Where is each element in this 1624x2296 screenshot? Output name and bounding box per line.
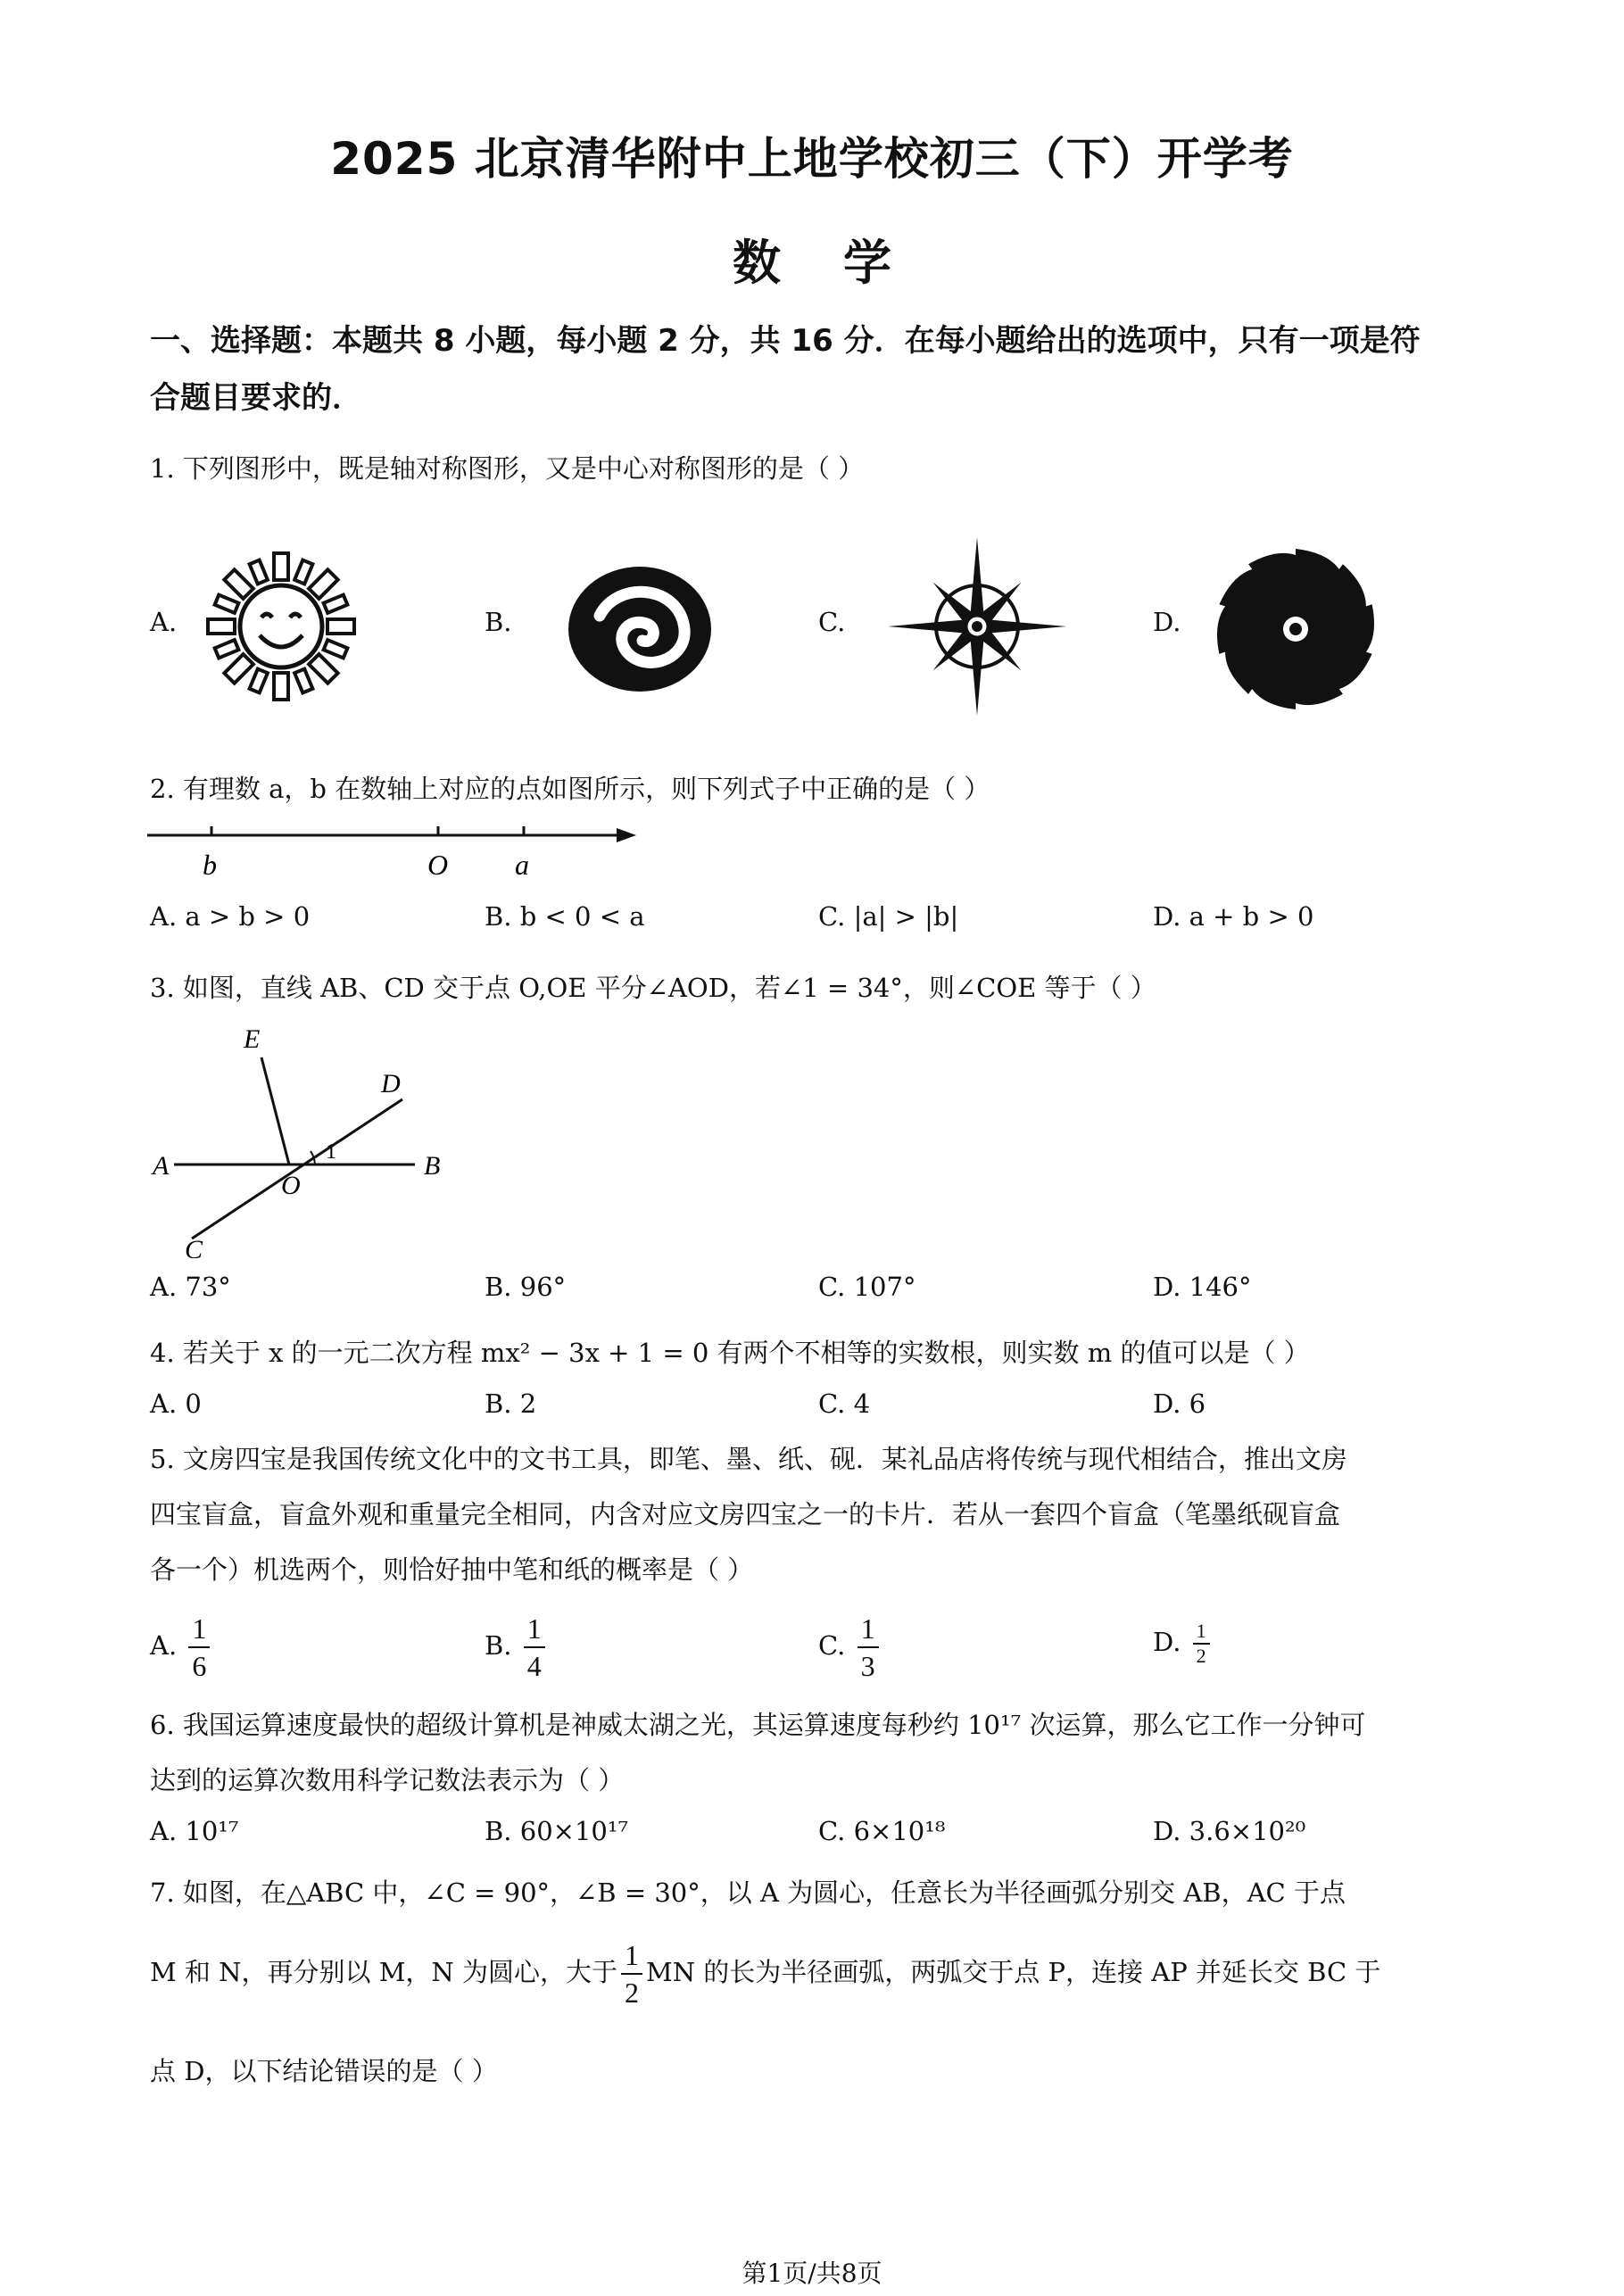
q3-option-a: A. 73° (150, 1272, 231, 1302)
q2-option-b: B. b < 0 < a (485, 901, 645, 932)
label-d: D (381, 1069, 401, 1098)
q5-c-numerator: 1 (858, 1611, 879, 1648)
label-a: A (153, 1151, 170, 1181)
q3-option-d: D. 146° (1153, 1272, 1252, 1302)
q5-a-numerator: 1 (188, 1611, 210, 1648)
q2-option-a: A. a > b > 0 (150, 901, 311, 932)
label-e: E (244, 1024, 261, 1054)
number-line-figure (147, 812, 647, 879)
q5-option-a-fraction (188, 1611, 210, 1684)
q5-option-c-fraction (858, 1611, 879, 1684)
q2-option-c: C. |a| > |b| (818, 901, 959, 932)
q7-line2 (150, 1936, 1488, 2010)
q5-b-numerator: 1 (524, 1611, 545, 1648)
axis-label-b: b (203, 849, 217, 879)
q5-option-a (150, 1611, 213, 1684)
q4-option-b: B. 2 (485, 1388, 537, 1419)
q5-option-b-letter: B. (485, 1630, 512, 1661)
q3-option-c: C. 107° (818, 1272, 916, 1302)
q1-option-c: C. (818, 607, 846, 637)
label-angle-1: 1 (326, 1140, 336, 1164)
q7-line2-after: MN 的长为半径画弧，两弧交于点 P，连接 AP 并延长交 BC 于 (646, 1957, 1381, 1987)
q1-stem: 1. 下列图形中，既是轴对称图形，又是中心对称图形的是（ ） (150, 453, 865, 484)
q6-option-c: C. 6×10¹⁸ (818, 1816, 946, 1846)
axis-label-o: O (427, 849, 449, 879)
q5-text (150, 1431, 1488, 1597)
q5-line1: 5. 文房四宝是我国传统文化中的文书工具，即笔、墨、纸、砚．某礼品店将传统与现代相结合，推出文房 (150, 1444, 1347, 1474)
q5-option-b-fraction (524, 1611, 545, 1684)
q5-option-b (485, 1611, 549, 1684)
q6-option-d: D. 3.6×10²⁰ (1153, 1816, 1306, 1846)
q1-option-d: D. (1153, 607, 1181, 637)
compass-star-icon (888, 537, 1066, 716)
q5-line2: 四宝盲盒，盲盒外观和重量完全相同，内含对应文房四宝之一的卡片．若从一套四个盲盒（笔墨纸砚盲盒 (150, 1499, 1341, 1529)
pinwheel-flower-icon (1211, 544, 1380, 714)
q5-c-denominator: 3 (860, 1650, 875, 1682)
q5-option-c-letter: C. (818, 1630, 846, 1661)
label-o: O (281, 1171, 301, 1200)
q7-frac-denominator: 2 (625, 1977, 640, 2009)
q5-option-d (1153, 1620, 1214, 1668)
q1-option-b: B. (485, 607, 512, 637)
q4-stem: 4. 若关于 x 的一元二次方程 mx² − 3x + 1 = 0 有两个不相等的实数根，则实数 m 的值可以是（ ） (150, 1338, 1310, 1368)
q6-text (150, 1697, 1488, 1808)
label-b: B (424, 1151, 441, 1181)
spiral-swirl-icon (564, 562, 716, 696)
q7-line2-before: M 和 N，再分别以 M，N 为圆心，大于 (150, 1957, 618, 1987)
q3-option-b: B. 96° (485, 1272, 567, 1302)
q7-line1: 7. 如图，在△ABC 中，∠C = 90°，∠B = 30°，以 A 为圆心，任意长为半径画弧分别交 AB，AC 于点 (150, 1877, 1346, 1908)
q7-half-fraction (621, 1937, 642, 2010)
smiling-sun-icon (201, 546, 361, 707)
section-heading (150, 312, 1488, 427)
q5-d-numerator: 1 (1193, 1620, 1210, 1645)
q4-option-a: A. 0 (150, 1388, 202, 1419)
q6-line2: 达到的运算次数用科学记数法表示为（ ） (150, 1765, 625, 1795)
q5-b-denominator: 4 (526, 1650, 542, 1682)
q7-line3: 点 D，以下结论错误的是（ ） (150, 2056, 498, 2086)
exam-title: 2025 北京清华附中上地学校初三（下）开学考 (330, 133, 1294, 185)
section-heading-line1: 一、选择题：本题共 8 小题，每小题 2 分，共 16 分．在每小题给出的选项中，只有一项是符 (150, 323, 1421, 359)
q5-line3: 各一个）机选两个，则恰好抽中笔和纸的概率是（ ） (150, 1554, 754, 1585)
q4-option-c: C. 4 (818, 1388, 871, 1419)
q5-d-denominator: 2 (1196, 1645, 1206, 1667)
label-c: C (185, 1235, 203, 1258)
q2-option-d: D. a + b > 0 (1153, 901, 1314, 932)
intersecting-lines-figure (147, 1017, 468, 1258)
q2-stem: 2. 有理数 a，b 在数轴上对应的点如图所示，则下列式子中正确的是（ ） (150, 774, 990, 804)
section-heading-line2: 合题目要求的． (150, 380, 362, 416)
q5-option-c (818, 1611, 882, 1684)
q3-stem: 3. 如图，直线 AB、CD 交于点 O,OE 平分∠AOD，若∠1 = 34°，则∠COE 等于（ ） (150, 973, 1156, 1003)
q4-option-d: D. 6 (1153, 1388, 1206, 1419)
q6-option-a: A. 10¹⁷ (150, 1816, 239, 1846)
q6-line1: 6. 我国运算速度最快的超级计算机是神威太湖之光，其运算速度每秒约 10¹⁷ 次运算，那么它工作一分钟可 (150, 1710, 1366, 1740)
q5-option-d-fraction (1193, 1620, 1210, 1668)
axis-label-a: a (515, 849, 529, 879)
q6-option-b: B. 60×10¹⁷ (485, 1816, 629, 1846)
q1-option-a: A. (150, 607, 178, 637)
q5-option-d-letter: D. (1153, 1627, 1181, 1657)
subject-title: 数学 (733, 235, 954, 291)
q5-option-a-letter: A. (150, 1630, 178, 1661)
q7-frac-numerator: 1 (621, 1937, 642, 1975)
q5-a-denominator: 6 (192, 1650, 207, 1682)
page-number: 第1页/共8页 (742, 2259, 882, 2288)
